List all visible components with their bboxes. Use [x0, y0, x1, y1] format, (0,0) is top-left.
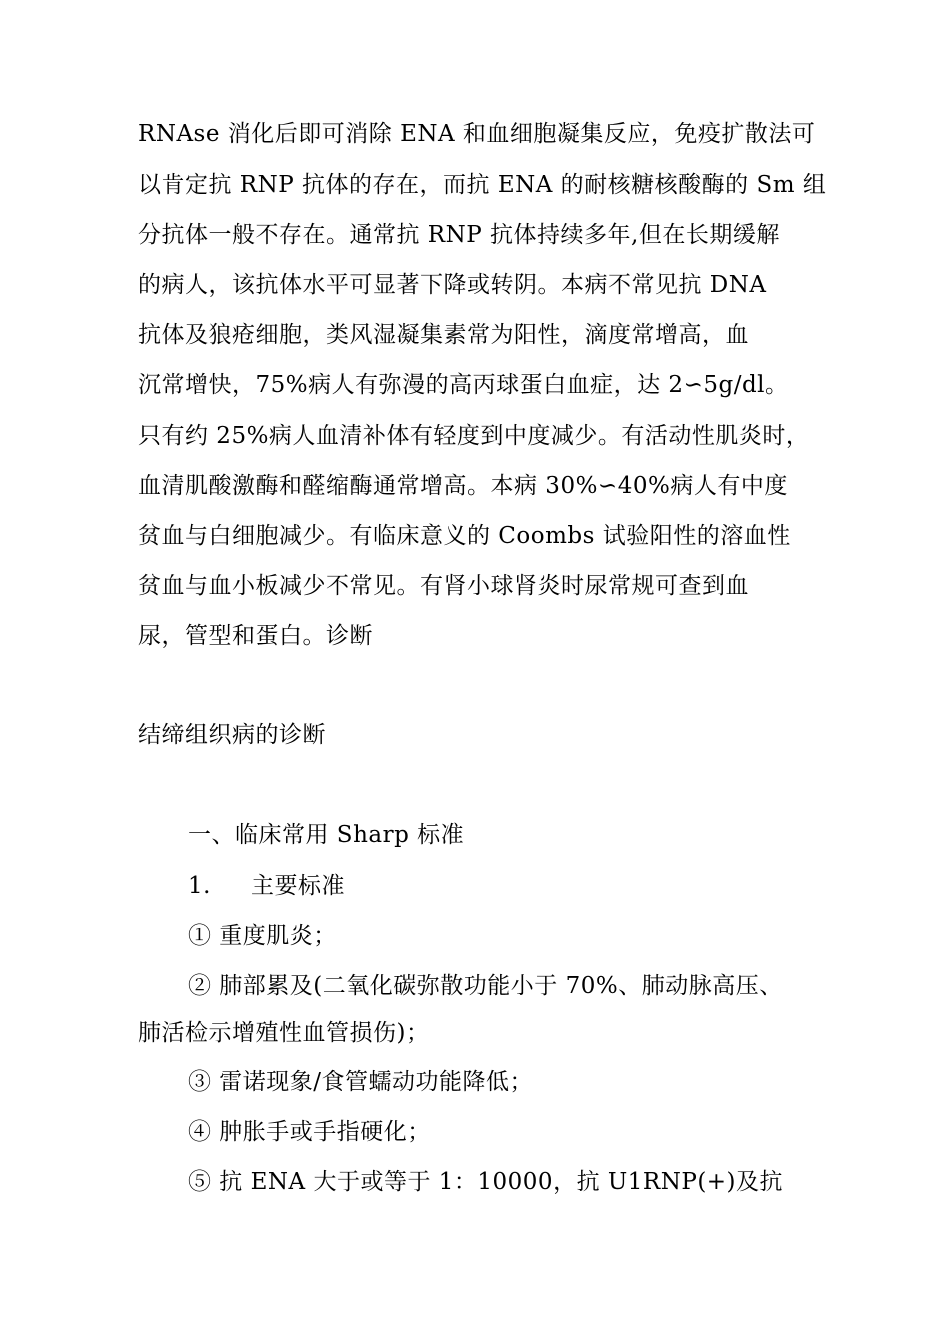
paragraph-line: 的病人，该抗体水平可显著下降或转阴。本病不常见抗 DNA [138, 272, 767, 298]
criteria-item: ⑤ 抗 ENA 大于或等于 1：10000，抗 U1RNP(+)及抗 [188, 1169, 784, 1195]
section-title: 结缔组织病的诊断 [138, 722, 326, 748]
criteria-item: ② 肺部累及(二氧化碳弥散功能小于 70%、肺动脉高压、 [188, 973, 783, 999]
criteria-label: 主要标准 [250, 873, 345, 899]
paragraph-line: 贫血与白细胞减少。有临床意义的 Coombs 试验阳性的溶血性 [138, 523, 791, 549]
paragraph-line: 贫血与血小板减少不常见。有肾小球肾炎时尿常规可查到血 [138, 573, 749, 599]
major-criteria-heading [188, 871, 345, 901]
paragraph-line: 沉常增快，75%病人有弥漫的高丙球蛋白血症，达 2∽5g/dl。 [138, 372, 789, 398]
paragraph-line: 血清肌酸激酶和醛缩酶通常增高。本病 30%∽40%病人有中度 [138, 473, 788, 499]
criteria-item-continuation: 肺活检示增殖性血管损伤)； [138, 1020, 430, 1046]
paragraph-line: 以肯定抗 RNP 抗体的存在，而抗 ENA 的耐核糖核酸酶的 Sm 组 [138, 172, 827, 198]
subsection-title: 一、临床常用 Sharp 标准 [188, 822, 465, 848]
criteria-item: ① 重度肌炎； [188, 923, 337, 949]
criteria-item: ④ 肿胀手或手指硬化； [188, 1119, 431, 1145]
paragraph-line: 只有约 25%病人血清补体有轻度到中度减少。有活动性肌炎时， [138, 423, 810, 449]
paragraph-line: 抗体及狼疮细胞，类风湿凝集素常为阳性，滴度常增高，血 [138, 322, 749, 348]
paragraph-line: 尿，管型和蛋白。诊断 [138, 623, 373, 649]
paragraph-line: RNAse 消化后即可消除 ENA 和血细胞凝集反应，免疫扩散法可 [138, 121, 816, 147]
criteria-number: 1. [188, 873, 211, 899]
criteria-item: ③ 雷诺现象/食管蠕动功能降低； [188, 1069, 534, 1095]
paragraph-line: 分抗体一般不存在。通常抗 RNP 抗体持续多年,但在长期缓解 [138, 222, 780, 248]
